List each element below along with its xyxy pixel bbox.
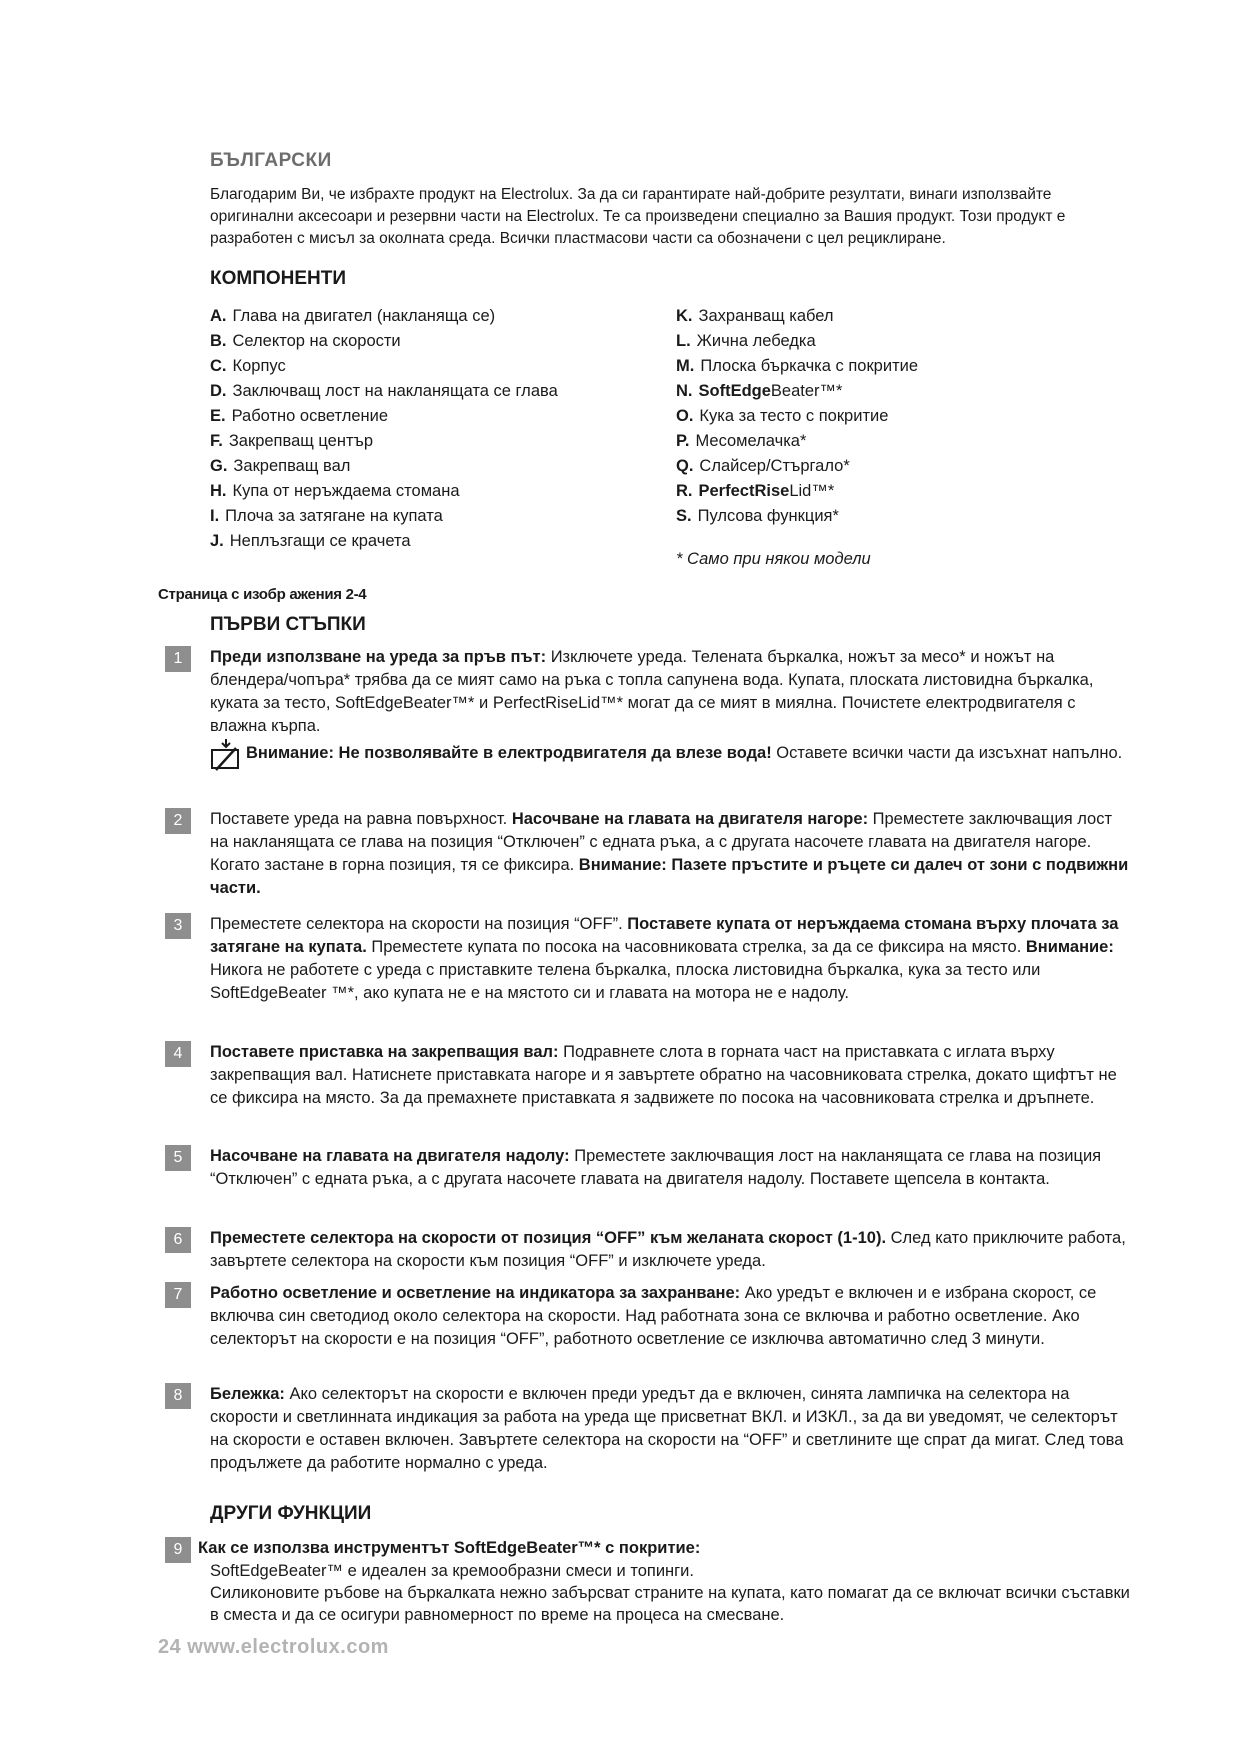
other-functions-title: ДРУГИ ФУНКЦИИ — [210, 1503, 372, 1524]
component-item: S. Пулсова функция* — [676, 507, 839, 525]
components-title: КОМПОНЕНТИ — [210, 268, 347, 289]
component-item: M. Плоска бъркачка с покритие — [676, 357, 919, 375]
step-9-heading: Как се използва инструментът SoftEdgeBeater™* с покритие: — [198, 1539, 701, 1557]
step-8-text: Бележка: Ако селекторът на скорости е включен преди уредът да е включен, синята лампичка на селектора на скорости и светлинната индикация за работа на уреда ще присветнат ВКЛ. и ИЗКЛ., за да ви уведомят, че селекторът на скорости е оставен включен. Завъртете селектора на скорости на “OFF” и светлините ще спрат да мигат. След това продължете да работите нормално с уреда. — [210, 1385, 1124, 1472]
step-3-text: Преместете селектора на скорости на позиция “OFF”. Поставете купата от неръждаема стомана върху плочата за затягане на купата. Преместете купата по посока на часовниковата стрелка, за да се фиксира на място. Внимание: Никога не работете с уреда с приставките телена бъркалка, плоска листовидна бъркалка, кука за тесто или SoftEdgeBeater ™*, ако купата не е на мястото си и главата на мотора не е надолу. — [210, 915, 1119, 1002]
step-7-text: Работно осветление и осветление на индикатора за захранване: Ако уредът е включен и е избрана скорост, се включва син светодиод около селектора на скорости. Над работната зона се включва и работно осветление. Ако селекторът на скорости е на позиция “OFF”, работното осветление се изключва автоматично след 3 минути. — [210, 1284, 1097, 1348]
components-list-left — [210, 304, 650, 554]
component-item: H. Купа от неръждаема стомана — [210, 482, 460, 500]
step-4-text: Поставете приставка на закрепващия вал: Подравнете слота в горната част на приставката с иглата върху закрепващия вал. Натиснете приставката нагоре и я завъртете обратно на часовниковата стрелка, докато щифтът не се фиксира на място. За да премахнете приставката я задвижете по посока на часовниковата стрелка и дръпнете. — [210, 1043, 1117, 1107]
component-item: L. Жична лебедка — [676, 332, 816, 350]
component-item: P. Месомелачка* — [676, 432, 807, 450]
step-9-text — [210, 1560, 1130, 1626]
component-item: O. Кука за тесто с покритие — [676, 407, 889, 425]
step-number: 1 — [165, 646, 191, 672]
step-6-text: Преместете селектора на скорости от позиция “OFF” към желаната скорост (1-10). След като приключите работа, завъртете селектора на скорости към позиция “OFF” и изключете уреда. — [210, 1229, 1126, 1270]
component-item: F. Закрепващ център — [210, 432, 374, 450]
first-steps-title: ПЪРВИ СТЪПКИ — [210, 614, 366, 635]
figure-reference: Страница с изобр ажения 2-4 — [158, 586, 367, 603]
models-note: * Само при някои модели — [676, 550, 871, 568]
page-footer: 24 www.electrolux.com — [158, 1636, 389, 1658]
component-item: A. Глава на двигател (накланяща се) — [210, 307, 496, 325]
step-2-text: Поставете уреда на равна повърхност. Насочване на главата на двигателя нагоре: Преместете заключващия лост на накланящата се глава на позиция “Отключен” с едната ръка, а с другата насочете главата на двигателя нагоре. Когато застане в горна позиция, тя се фиксира. Внимание: Пазете пръстите и ръцете си далеч от зони с подвижни части. — [210, 810, 1129, 897]
component-item: G. Закрепващ вал — [210, 457, 351, 475]
step-number: 4 — [165, 1041, 191, 1067]
step-9-line: Силиконовите ръбове на бъркалката нежно забърсват страните на купата, като помагат да се включат всички съставки в сместа и да се осигури равномерност по време на процеса на смесване. — [210, 1584, 1130, 1624]
component-item: B. Селектор на скорости — [210, 332, 401, 350]
component-item: C. Корпус — [210, 357, 286, 375]
step-number: 2 — [165, 808, 191, 834]
component-item: N. SoftEdgeBeater™* — [676, 382, 843, 400]
step-number: 3 — [165, 913, 191, 939]
step-9-line: SoftEdgeBeater™ е идеален за кремообразни смеси и топинги. — [210, 1562, 694, 1580]
step-number: 9 — [165, 1537, 191, 1563]
step-number: 5 — [165, 1145, 191, 1171]
component-item: R. PerfectRiseLid™* — [676, 482, 835, 500]
component-item: K. Захранващ кабел — [676, 307, 834, 325]
warning-note: Внимание: Не позволявайте в електродвигателя да влезе вода! Оставете всички части да изсъхнат напълно. — [246, 744, 1123, 762]
components-list-right — [676, 304, 1116, 529]
intro-paragraph: Благодарим Ви, че избрахте продукт на Electrolux. За да си гарантирате най-добрите резултати, винаги използвайте оригинални аксесоари и резервни части на Electrolux. Те са произведени специално за Вашия продукт. Този продукт е разработен с мисъл за околната среда. Всички пластмасови части са обозначени с цел рециклиране. — [210, 186, 1066, 247]
component-item: Q. Слайсер/Стъргало* — [676, 457, 850, 475]
step-number: 7 — [165, 1282, 191, 1308]
component-item: E. Работно осветление — [210, 407, 389, 425]
step-5-text: Насочване на главата на двигателя надолу: Преместете заключващия лост на накланящата се глава на позиция “Отключен” с едната ръка, а с другата насочете главата на двигателя надолу. Поставете щепсела в контакта. — [210, 1147, 1102, 1188]
step-1-text: Преди използване на уреда за пръв път: Изключете уреда. Телената бъркалка, ножът за месо* и ножът на блендера/чопъра* трябва да се мият само на ръка с топла сапунена вода. Купата, плоската листовидна бъркалка, куката за тесто, SoftEdgeBeater™* и PerfectRiseLid™* могат да се мият в миялна. Почистете електродвигателя с влажна кърпа. — [210, 648, 1094, 735]
component-item: I. Плоча за затягане на купата — [210, 507, 443, 525]
language-title: БЪЛГАРСКИ — [210, 150, 332, 171]
step-number: 8 — [165, 1383, 191, 1409]
step-number: 6 — [165, 1227, 191, 1253]
component-item: J. Неплъзгащи се крачета — [210, 532, 411, 550]
component-item: D. Заключващ лост на накланящата се глава — [210, 382, 558, 400]
